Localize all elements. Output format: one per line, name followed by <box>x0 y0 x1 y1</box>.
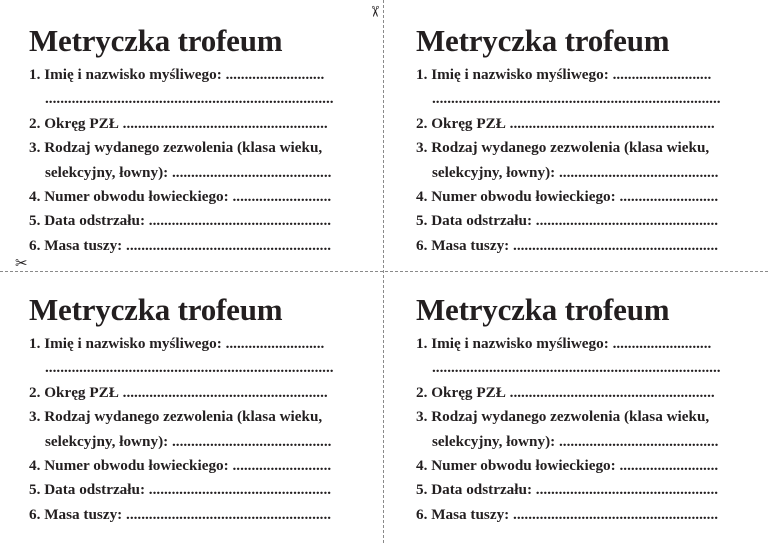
card-fields <box>416 332 756 527</box>
trophy-card-bottom-left <box>29 293 369 527</box>
field-pzl-district: 2. Okręg PZŁ ...................................................... <box>416 383 715 401</box>
field-hunter-name: 1. Imię i nazwisko myśliwego: .......................... <box>29 335 325 352</box>
field-hunter-name-continued: ............................................................................ <box>432 90 721 108</box>
field-harvest-date: 5. Data odstrzału: ................................................ <box>416 212 719 230</box>
field-hunting-area-number: 4. Numer obwodu łowieckiego: .......................... <box>416 188 719 206</box>
field-pzl-district: 2. Okręg PZŁ ...................................................... <box>416 114 715 132</box>
field-permit-type-continued: selekcyjny, łowny): .......................................... <box>45 163 332 181</box>
field-permit-type: 3. Rodzaj wydanego zezwolenia (klasa wieku, <box>29 408 323 426</box>
field-hunter-name-continued: ............................................................................ <box>45 90 334 108</box>
card-title: Metryczka trofeum <box>29 292 283 327</box>
field-hunter-name-continued: ............................................................................ <box>432 359 721 377</box>
field-harvest-date: 5. Data odstrzału: ................................................ <box>416 481 719 499</box>
field-permit-type: 3. Rodzaj wydanego zezwolenia (klasa wieku, <box>416 408 710 426</box>
field-carcass-mass: 6. Masa tuszy: ...................................................... <box>416 236 719 254</box>
scissors-icon: ✂ <box>365 5 384 18</box>
field-permit-type: 3. Rodzaj wydanego zezwolenia (klasa wieku, <box>29 139 323 157</box>
field-permit-type-continued: selekcyjny, łowny): .......................................... <box>432 163 719 181</box>
field-carcass-mass: 6. Masa tuszy: ...................................................... <box>29 505 332 523</box>
card-title: Metryczka trofeum <box>416 292 670 327</box>
field-permit-type-continued: selekcyjny, łowny): .......................................... <box>432 432 719 450</box>
field-carcass-mass: 6. Masa tuszy: ...................................................... <box>416 505 719 523</box>
field-hunter-name: 1. Imię i nazwisko myśliwego: .......................... <box>416 335 712 352</box>
field-hunting-area-number: 4. Numer obwodu łowieckiego: .......................... <box>416 457 719 475</box>
field-carcass-mass: 6. Masa tuszy: ...................................................... <box>29 236 332 254</box>
field-harvest-date: 5. Data odstrzału: ................................................ <box>29 481 332 499</box>
trophy-card-top-right <box>416 24 756 258</box>
field-hunting-area-number: 4. Numer obwodu łowieckiego: .......................... <box>29 188 332 206</box>
field-pzl-district: 2. Okręg PZŁ ...................................................... <box>29 383 328 401</box>
field-harvest-date: 5. Data odstrzału: ................................................ <box>29 212 332 230</box>
field-permit-type: 3. Rodzaj wydanego zezwolenia (klasa wieku, <box>416 139 710 157</box>
trophy-card-bottom-right <box>416 293 756 527</box>
card-fields <box>416 63 756 258</box>
trophy-card-top-left <box>29 24 369 258</box>
field-permit-type-continued: selekcyjny, łowny): .......................................... <box>45 432 332 450</box>
card-fields <box>29 63 369 258</box>
field-pzl-district: 2. Okręg PZŁ ...................................................... <box>29 114 328 132</box>
field-hunter-name-continued: ............................................................................ <box>45 359 334 377</box>
scissors-icon: ✂ <box>15 254 28 272</box>
card-title: Metryczka trofeum <box>29 23 283 58</box>
field-hunting-area-number: 4. Numer obwodu łowieckiego: .......................... <box>29 457 332 475</box>
field-hunter-name: 1. Imię i nazwisko myśliwego: .......................... <box>29 66 325 83</box>
horizontal-cut-line <box>0 271 768 272</box>
field-hunter-name: 1. Imię i nazwisko myśliwego: .......................... <box>416 66 712 83</box>
card-title: Metryczka trofeum <box>416 23 670 58</box>
card-fields <box>29 332 369 527</box>
